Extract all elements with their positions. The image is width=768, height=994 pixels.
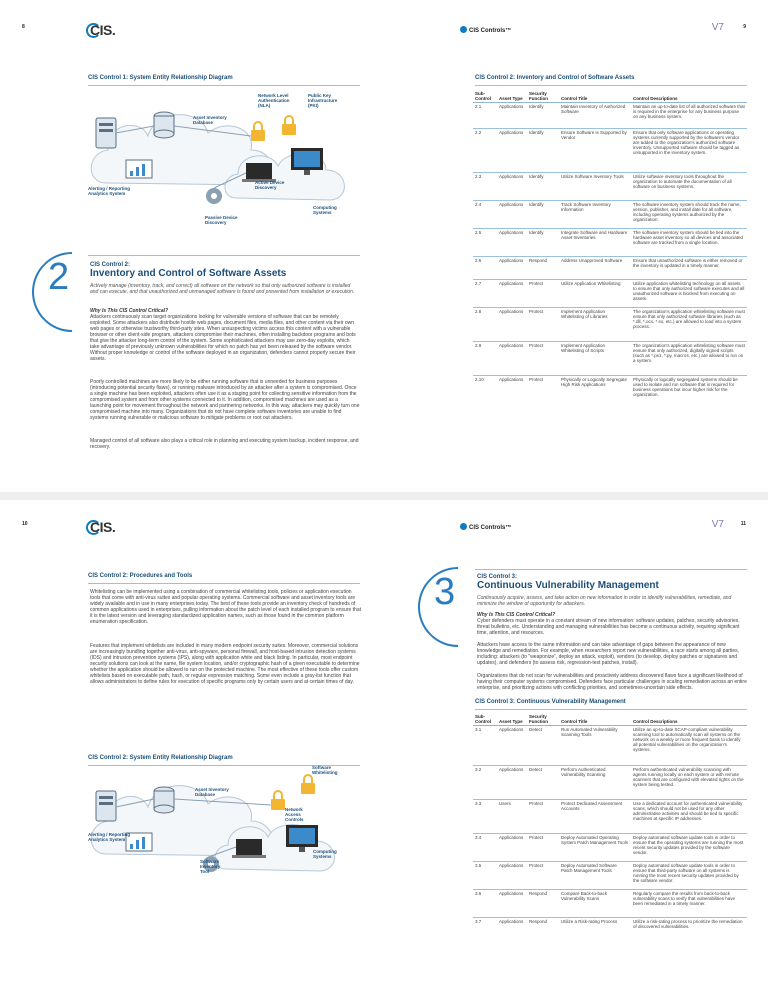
cis-controls-icon xyxy=(460,523,467,530)
why-text: Attackers continuously scan target organizations looking for vulnerable versions of software that can be remotely exploited. Some attackers also distribute hostile web pages, document files, media files, and other content via their own web pages or otherwise trustworthy third-party sites. When unsuspecting victims access this content with a vulnerable browser or other client-side program, attackers compromise their machines, often installing backdoor programs and bots that give the attacker long-term control of the system. Some sophisticated attackers may use zero-day exploits, which take advantage of previously unknown vulnerabilities for which no patch has yet been released by the software vendor. Without proper knowledge or control of the software deployed in an organization, defenders cannot properly secure their assets. xyxy=(90,314,356,362)
table-row: 2.7 Applications Protect Utilize Application Whitelisting Utilize application whitelisting technology on all assets to ensure that only authorized software executes and all unauthorized software is blocked from executing on assets. xyxy=(473,280,747,308)
table-row: 3.2 Applications Detect Perform Authenticated Vulnerability Scanning Perform authenticated vulnerability scanning with agents running locally on each system or with remote scanners that are configured with elevated rights on the system being tested. xyxy=(473,766,747,800)
page-number: 8 xyxy=(22,24,25,30)
diagram-title: CIS Control 2: System Entity Relationship Diagram xyxy=(88,755,233,761)
lock-icon xyxy=(301,775,315,794)
column-header: Asset Type xyxy=(497,90,527,103)
table-title: CIS Control 3: Continuous Vulnerability Management xyxy=(475,699,626,705)
control-intro: Continuously acquire, assess, and take action on new information in order to identify vulnerabilities, remediate, and minimize the window of opportunity for attackers. xyxy=(477,595,732,607)
version-label: V7 xyxy=(711,519,724,530)
table-row: 2.1 Applications Identify Maintain Inventory of Authorized Software Maintain an up-to-date list of all authorized software that is required in the enterprise for any business purpose on any business system. xyxy=(473,103,747,129)
body-paragraph: Organizations that do not scan for vulnerabilities and proactively address discovered flaws face a significant likelihood of having their computer systems compromised. Defenders face particular challenges in scaling remediation across an entire enterprise, and prioritizing actions with conflicting priorities, and sometimes-uncertain side effects. xyxy=(477,673,747,691)
label-network-access: Network Access Controls xyxy=(285,807,304,822)
divider xyxy=(475,85,747,86)
column-header: Control Title xyxy=(559,90,631,103)
table-row: 3.1 Applications Detect Run Automated Vulnerability Scanning Tools Utilize an up-to-date SCAP-compliant vulnerability scanning tool to automatically scan all systems on the network on a weekly or more frequent basis to identify all potential vulnerabilities on the organization's systems. xyxy=(473,726,747,766)
cis-logo: CIS. xyxy=(86,22,115,38)
version-label: V7 xyxy=(711,22,724,33)
body-paragraph: Poorly controlled machines are more likely to be either running software that is unneeded for business purposes (introducing potential security flaws), or running malware introduced by an attacker after a system is compromised. Once a single machine has been exploited, attackers often use it as a staging point for collecting sensitive information from the compromised system and from other systems connected to it. In addition, compromised machines are used as a launching point for movement throughout the network and partnering networks. In this way, attackers may quickly turn one compromised machine into many. Organizations that do not have complete software inventories are unable to find systems running vulnerable or malicious software to mitigate problems or root out attackers. xyxy=(90,379,360,421)
label-asset-inventory: Asset Inventory Database xyxy=(195,787,229,797)
spread-bottom xyxy=(0,497,768,994)
table-title: CIS Control 2: Inventory and Control of Software Assets xyxy=(475,75,635,81)
label-active-discovery: Active Device Discovery xyxy=(255,180,285,190)
table-header-row xyxy=(473,90,747,103)
column-header: Control Descriptions xyxy=(631,713,747,726)
lock-icon xyxy=(271,791,285,810)
table-row: 2.5 Applications Identify Integrate Software and Hardware Asset Inventories The software inventory system should be tied into the hardware asset inventory so all devices and associated software are tracked from a single location. xyxy=(473,229,747,257)
table-row: 3.5 Applications Protect Deploy Automated Software Patch Management Tools Deploy automated software update tools in order to ensure that third-party software on all systems is running the most recent security updates provided by the software vendor. xyxy=(473,862,747,890)
body-paragraph: Whitelisting can be implemented using a combination of commercial whitelisting tools, policies or application execution tools that come with anti-virus suites and popular operating systems. Commercial software and asset inventory tools are widely available and in use in many enterprises today. The best of these tools provide an inventory check of hundreds of common applications used in enterprises, pulling information about the patch level of each installed program to ensure that it is the latest version and leveraging standardized application names, such as those found in the common platform enumeration specification. xyxy=(90,589,361,625)
cis-controls-logo: CIS Controls™ xyxy=(460,26,511,34)
page-number: 11 xyxy=(740,521,746,527)
why-text: Cyber defenders must operate in a constant stream of new information: software updates, patches, security advisories, threat bulletins, etc. Understanding and managing vulnerabilities has become a continuous activity, requiring significant time, attention, and resources. xyxy=(477,618,740,636)
label-nla: Network Level Authentication (NLA) xyxy=(258,93,290,108)
control-label: CIS Control 3: xyxy=(477,574,517,580)
control-number: 3 xyxy=(434,571,456,613)
label-computing-systems: Computing Systems xyxy=(313,205,337,215)
table-row: 3.6 Applications Respond Compare Back-to-back Vulnerability Scans Regularly compare the results from back-to-back vulnerability scans to verify that vulnerabilities have been remediated in a timely manner. xyxy=(473,890,747,918)
column-header: Security Function xyxy=(527,713,559,726)
column-header: Sub-Control xyxy=(473,713,497,726)
label-software-inventory: Software Inventory Tool xyxy=(200,859,221,874)
divider xyxy=(88,583,360,584)
page-9 xyxy=(384,0,768,497)
column-header: Control Descriptions xyxy=(631,90,747,103)
table-row: 2.4 Applications Identify Track Software Inventory Information The software inventory system should track the name, version, publisher, and install date for all software, including operating systems authorized by the organization. xyxy=(473,201,747,229)
page-8 xyxy=(0,0,384,497)
page-10 xyxy=(0,497,384,994)
section-title: CIS Control 2: Procedures and Tools xyxy=(88,573,193,579)
label-pki: Public Key Infrastructure (PKI) xyxy=(308,93,338,108)
page-number: 10 xyxy=(22,521,28,527)
table-row: 2.6 Applications Respond Address Unapproved Software Ensure that unauthorized software is either removed or the inventory is updated in a timely manner. xyxy=(473,257,747,280)
why-heading: Why Is This CIS Control Critical? xyxy=(477,612,556,618)
table-header-row xyxy=(473,713,747,726)
label-alerting: Alerting / Reporting Analytics System xyxy=(88,186,130,196)
divider xyxy=(475,569,747,570)
table-row: 2.9 Applications Protect Implement Application Whitelisting of Scripts The organization's application whitelisting software must ensure that only authorized, digitally signed scripts (such as *.ps1, *.py, macros, etc.) are allowed to run on a system. xyxy=(473,342,747,376)
table-row: 2.3 Applications Identify Utilize Software Inventory Tools Utilize software inventory tools throughout the organization to automate the documentation of all software on business systems. xyxy=(473,173,747,201)
table-row: 3.4 Applications Protect Deploy Automated Operating System Patch Management Tools Deploy automated software update tools in order to ensure that the operating systems are running the most recent security updates provided by the software vendor. xyxy=(473,834,747,862)
label-passive-discovery: Passive Device Discovery xyxy=(205,215,238,225)
why-heading: Why Is This CIS Control Critical? xyxy=(90,308,169,314)
divider xyxy=(88,255,360,256)
label-asset-inventory: Asset Inventory Database xyxy=(193,115,227,125)
table-row: 2.2 Applications Identify Ensure Software is Supported by Vendor Ensure that only software applications or operating systems currently supported by the software's vendor are added to the organization's authorized software inventory. Unsupported software should be tagged as unsupported in the inventory system. xyxy=(473,129,747,173)
analytics-icon xyxy=(126,160,152,178)
server-icon xyxy=(96,118,116,148)
table-row: 3.3 Users Protect Protect Dedicated Assessment Accounts Use a dedicated account for authenticated vulnerability scans, which should not be used for any other administrative activities and should be tied to specific machines at specific IP addresses. xyxy=(473,800,747,834)
table-row: 2.8 Applications Protect Implement Application Whitelisting of Libraries The organization's application whitelisting software must ensure that only authorized software libraries (such as *.dll, *.ocx, *.so, etc.) are allowed to load into a system process. xyxy=(473,308,747,342)
body-paragraph: Managed control of all software also plays a critical role in planning and executing system backup, incident response, and recovery. xyxy=(90,438,359,450)
table-row: 3.7 Applications Respond Utilize a Risk-rating Process Utilize a risk-rating process to prioritize the remediation of discovered vulnerabilities. xyxy=(473,918,747,936)
column-header: Sub-Control xyxy=(473,90,497,103)
divider xyxy=(475,709,747,710)
control-name: Continuous Vulnerability Management xyxy=(477,580,659,591)
diagram-title: CIS Control 1: System Entity Relationship Diagram xyxy=(88,75,233,81)
column-header: Security Function xyxy=(527,90,559,103)
divider xyxy=(88,85,360,86)
label-alerting: Alerting / Reporting Analytics System xyxy=(88,832,130,842)
server-icon xyxy=(96,791,116,821)
subcontrols-table xyxy=(473,90,747,404)
cis-controls-logo: CIS Controls™ xyxy=(460,523,511,531)
label-computing-systems: Computing Systems xyxy=(313,849,337,859)
page-11 xyxy=(384,497,768,994)
column-header: Asset Type xyxy=(497,713,527,726)
subcontrols-table xyxy=(473,713,747,936)
body-paragraph: Features that implement whitelists are included in many modern endpoint security suites. Moreover, commercial solutions are increasingly bundling together anti-virus, anti-spyware, personal firewall, and host-based intrusion detection systems (IDS) and intrusion prevention systems (IPS), along with application white and black listing. In particular, most endpoint security solutions can look at the name, file system location, and/or cryptographic hash of a given executable to determine whether the application should be allowed to run on the protected machine. The most effective of these tools offer custom whitelists based on executable path, hash, or regular expression matching. Some even include a gray-list function that allows administrators to define rules for execution of specific programs only by certain users and at certain times of day. xyxy=(90,643,360,685)
database-icon xyxy=(154,787,174,813)
page-number: 9 xyxy=(743,24,746,30)
gear-icon xyxy=(206,188,222,204)
control-label: CIS Control 2: xyxy=(90,262,130,268)
lock-icon xyxy=(282,116,296,135)
cis-controls-icon xyxy=(460,26,467,33)
database-icon xyxy=(154,112,174,138)
control-intro: Actively manage (inventory, track, and correct) all software on the network so that only authorized software is installed and can execute, and that unauthorized and unmanaged software is found and prevented from installation or execution. xyxy=(90,283,355,295)
lock-icon xyxy=(251,122,265,141)
cis-logo: CIS. xyxy=(86,519,115,535)
label-software-whitelisting: Software Whitelisting xyxy=(312,765,338,775)
control-number: 2 xyxy=(48,256,70,298)
laptop-icon xyxy=(232,839,266,858)
table-row: 2.10 Applications Protect Physically or Logically Segregate High Risk Applications Physically or logically segregated systems should be used to isolate and run software that is required for business operations but incur higher risk for the organization. xyxy=(473,376,747,404)
column-header: Control Title xyxy=(559,713,631,726)
control-name: Inventory and Control of Software Assets xyxy=(90,268,287,279)
body-paragraph: Attackers have access to the same information and can take advantage of gaps between the appearance of new knowledge and remediation. For example, when researchers report new vulnerabilities, a race starts among all parties, including: attackers (to "weaponize", deploy an attack, exploit), vendors (to develop, deploy patches or signatures and updates), and defenders (to assess risk, regression-test patches, install). xyxy=(477,642,740,666)
